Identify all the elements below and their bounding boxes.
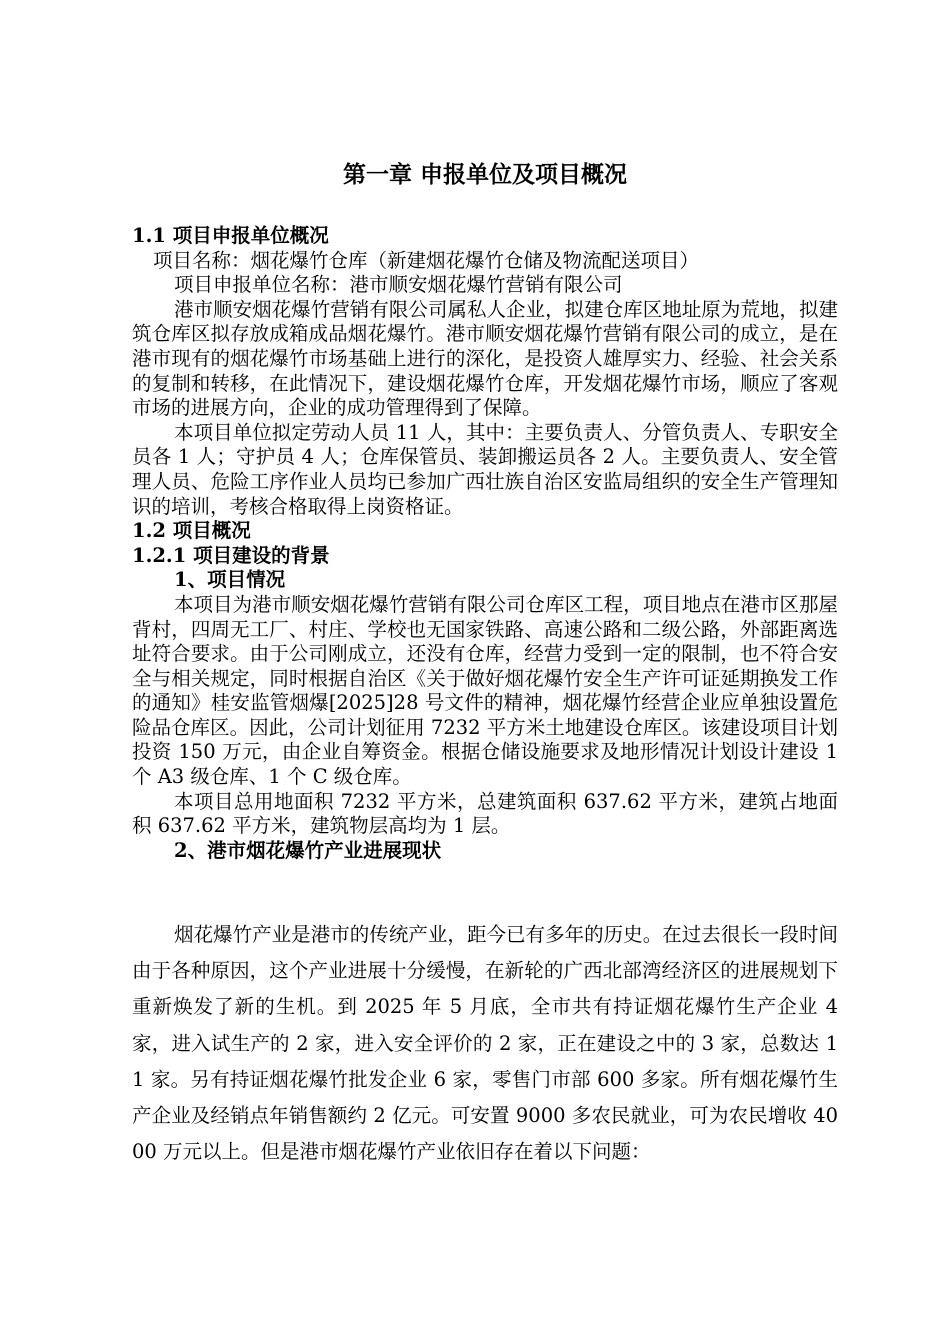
section-body-lower xyxy=(132,917,838,1170)
section-body-upper xyxy=(132,224,838,863)
land-area-paragraph: 本项目总用地面积 7232 平方米，总建筑面积 637.62 平方米，建筑占地面积 637.62 平方米，建筑物层高均为 1 层。 xyxy=(132,789,838,838)
applicant-line: 项目申报单位名称：港市顺安烟花爆竹营销有限公司 xyxy=(174,273,623,297)
company-description-paragraph: 港市顺安烟花爆竹营销有限公司属私人企业，拟建仓库区地址原为荒地，拟建筑仓库区拟存放成箱成品烟花爆竹。港市顺安烟花爆竹营销有限公司的成立，是在港市现有的烟花爆竹市场基础上进行的深化，是投资人雄厚实力、经验、社会关系的复制和转移，在此情况下，建设烟花爆竹仓库，开发烟花爆竹市场，顺应了客观市场的进展方向，企业的成功管理得到了保障。 xyxy=(132,297,838,420)
project-name-line: 项目名称：烟花爆竹仓库（新建烟花爆竹仓储及物流配送项目） xyxy=(153,248,700,272)
chapter-title: 第一章 申报单位及项目概况 xyxy=(342,161,627,188)
item-1-heading: 1、项目情况 xyxy=(174,568,286,592)
item-2-heading: 2、港市烟花爆竹产业进展现状 xyxy=(174,838,442,862)
section-1-1-heading: 1.1 项目申报单位概况 xyxy=(132,224,329,247)
project-situation-paragraph: 本项目为港市顺安烟花爆竹营销有限公司仓库区工程，项目地点在港市区那屋背村，四周无工厂、村庄、学校也无国家铁路、高速公路和二级公路，外部距离选址符合要求。由于公司刚成立，还没有仓库，经营力受到一定的限制，也不符合安全与相关规定，同时根据自治区《关于做好烟花爆竹安全生产许可证延期换发工作的通知》桂安监管烟爆[2025]28 号文件的精神，烟花爆竹经营企业应单独设置危险品仓库区。因此，公司计划征用 7232 平方米土地建设仓库区。该建设项目计划投资 150 万元，由企业自筹资金。根据仓储设施要求及地形情况计划设计建设 1 个 A3 级仓库、1 个 C 级仓库。 xyxy=(132,592,838,789)
staffing-paragraph: 本项目单位拟定劳动人员 11 人，其中：主要负责人、分管负责人、专职安全员各 1 人；守护员 4 人；仓库保管员、装卸搬运员各 2 人。主要负责人、安全管理人员、危险工序作业人员均已参加广西壮族自治区安监局组织的安全生产管理知识的培训，考核合格取得上岗资格证。 xyxy=(132,420,838,518)
industry-status-paragraph: 烟花爆竹产业是港市的传统产业，距今已有多年的历史。在过去很长一段时间由于各种原因，这个产业进展十分缓慢，在新轮的广西北部湾经济区的进展规划下重新焕发了新的生机。到 2025 年 5 月底，全市共有持证烟花爆竹生产企业 4 家，进入试生产的 2 家，进入安全评价的 2 家，正在建设之中的 3 家，总数达 11 家。另有持证烟花爆竹批发企业 6 家，零售门市部 600 多家。所有烟花爆竹生产企业及经销点年销售额约 2 亿元。可安置 9000 多农民就业，可为农民增收 4000 万元以上。但是港市烟花爆竹产业依旧存在着以下问题： xyxy=(132,923,838,1164)
section-1-2-heading: 1.2 项目概况 xyxy=(132,519,251,543)
section-1-2-1-heading: 1.2.1 项目建设的背景 xyxy=(132,543,330,567)
